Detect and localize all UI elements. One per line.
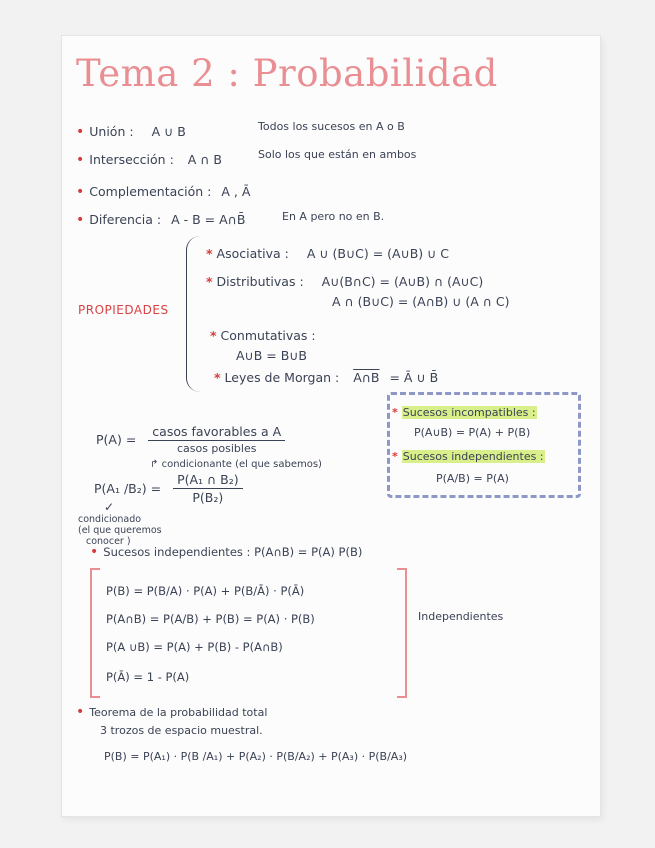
asterisk-icon: * [210,328,217,343]
morgan-lhs: A∩B [353,370,380,385]
pa-fraction [148,424,285,455]
union-label: Unión : [89,124,134,139]
pa-lhs: P(A) = [96,432,137,447]
cond-formula [94,472,243,505]
asterisk-icon: * [392,406,398,419]
bracket-right [397,568,407,698]
page-title: Tema 2 : Probabilidad [76,52,498,95]
morgan-label: Leyes de Morgan : [224,370,340,385]
inter-row [76,152,222,168]
asterisk-icon: * [206,246,213,261]
incompatibles-expr: P(A∪B) = P(A) + P(B) [414,426,531,439]
inter-expr: A ∩ B [187,152,222,167]
independientes-side-label: Independientes [418,610,504,623]
condicionado-note [78,514,162,547]
bullet-icon: • [76,212,85,228]
asociativa-label: Asociativa : [216,246,289,261]
independientes-heading-row [90,544,362,560]
union-row [76,124,186,140]
bullet-icon: • [76,184,85,200]
conmutativas-label: Conmutativas : [220,328,316,343]
formula-1: P(B) = P(B/A) · P(A) + P(B/Ā) · P(Ā) [106,584,305,598]
asterisk-icon: * [214,370,221,385]
morgan-row [214,370,438,385]
formula-4: P(Ā) = 1 - P(A) [106,670,190,684]
condicionado-line-3: conocer ) [86,536,131,547]
distributivas-expr-1: A∪(B∩C) = (A∪B) ∩ (A∪C) [321,274,484,289]
condicionado-line-1: condicionado [78,514,142,525]
comp-row [76,184,250,200]
condicionante-note [150,459,322,470]
union-desc: Todos los sucesos en A o B [258,120,405,133]
teorema-formula: P(B) = P(A₁) · P(B /A₁) + P(A₂) · P(B/A₂) + P(A₃) · P(B/A₃) [104,750,408,763]
distributivas-expr-2: A ∩ (B∪C) = (A∩B) ∪ (A ∩ C) [332,294,510,309]
comp-label: Complementación : [89,184,212,199]
independientes-box-label: Sucesos independientes : [402,450,544,463]
pa-numerator: casos favorables a A [148,424,285,441]
distributivas-row [206,274,483,289]
independientes-heading: Sucesos independientes : P(A∩B) = P(A) P(B) [103,545,363,559]
conmutativas-row [210,328,316,343]
bullet-icon: • [76,152,85,168]
cond-lhs: P(A₁ /B₂) = [94,481,162,496]
condicionante-text: condicionante (el que sabemos) [161,459,322,470]
inter-desc: Solo los que están en ambos [258,148,417,161]
teorema-row [76,704,267,720]
diff-desc: En A pero no en B. [282,210,385,223]
bullet-icon: • [90,544,99,560]
curly-brace [186,236,203,392]
incompatibles-row [392,406,537,419]
morgan-rhs: = Ā ∪ B̄ [389,370,439,385]
conmutativas-expr: A∪B = B∪B [236,348,307,363]
inter-label: Intersección : [89,152,174,167]
bullet-icon: • [76,124,85,140]
teorema-line-1: Teorema de la probabilidad total [89,706,268,719]
check-arrow-icon: ✓ [104,500,115,514]
independientes-box-row [392,450,545,463]
propiedades-label: PROPIEDADES [78,303,169,317]
comp-expr: A , Ā [221,184,251,199]
cond-fraction [173,472,243,505]
bracket-left [90,568,100,698]
teorema-line-2: 3 trozos de espacio muestral. [100,724,263,737]
formula-3: P(A ∪B) = P(A) + P(B) - P(A∩B) [106,640,283,654]
asociativa-expr: A ∪ (B∪C) = (A∪B) ∪ C [306,246,450,261]
arrow-icon: ↱ [150,459,159,470]
diff-expr: A - B = A∩B̄ [171,212,246,227]
condicionado-line-2: (el que queremos [78,525,162,536]
independientes-box-expr: P(A/B) = P(A) [436,472,509,485]
diff-label: Diferencia : [89,212,162,227]
incompatibles-label: Sucesos incompatibles : [402,406,536,419]
bullet-icon: • [76,704,85,720]
asterisk-icon: * [392,450,398,463]
pa-denominator: casos posibles [176,442,257,455]
formula-2: P(A∩B) = P(A/B) + P(B) = P(A) · P(B) [106,612,315,626]
asterisk-icon: * [206,274,213,289]
cond-numerator: P(A₁ ∩ B₂) [173,472,243,489]
asociativa-row [206,246,449,261]
diff-row [76,212,245,228]
cond-denominator: P(B₂) [192,490,224,505]
distributivas-label: Distributivas : [216,274,304,289]
union-expr: A ∪ B [151,124,186,139]
pa-formula [96,424,285,455]
